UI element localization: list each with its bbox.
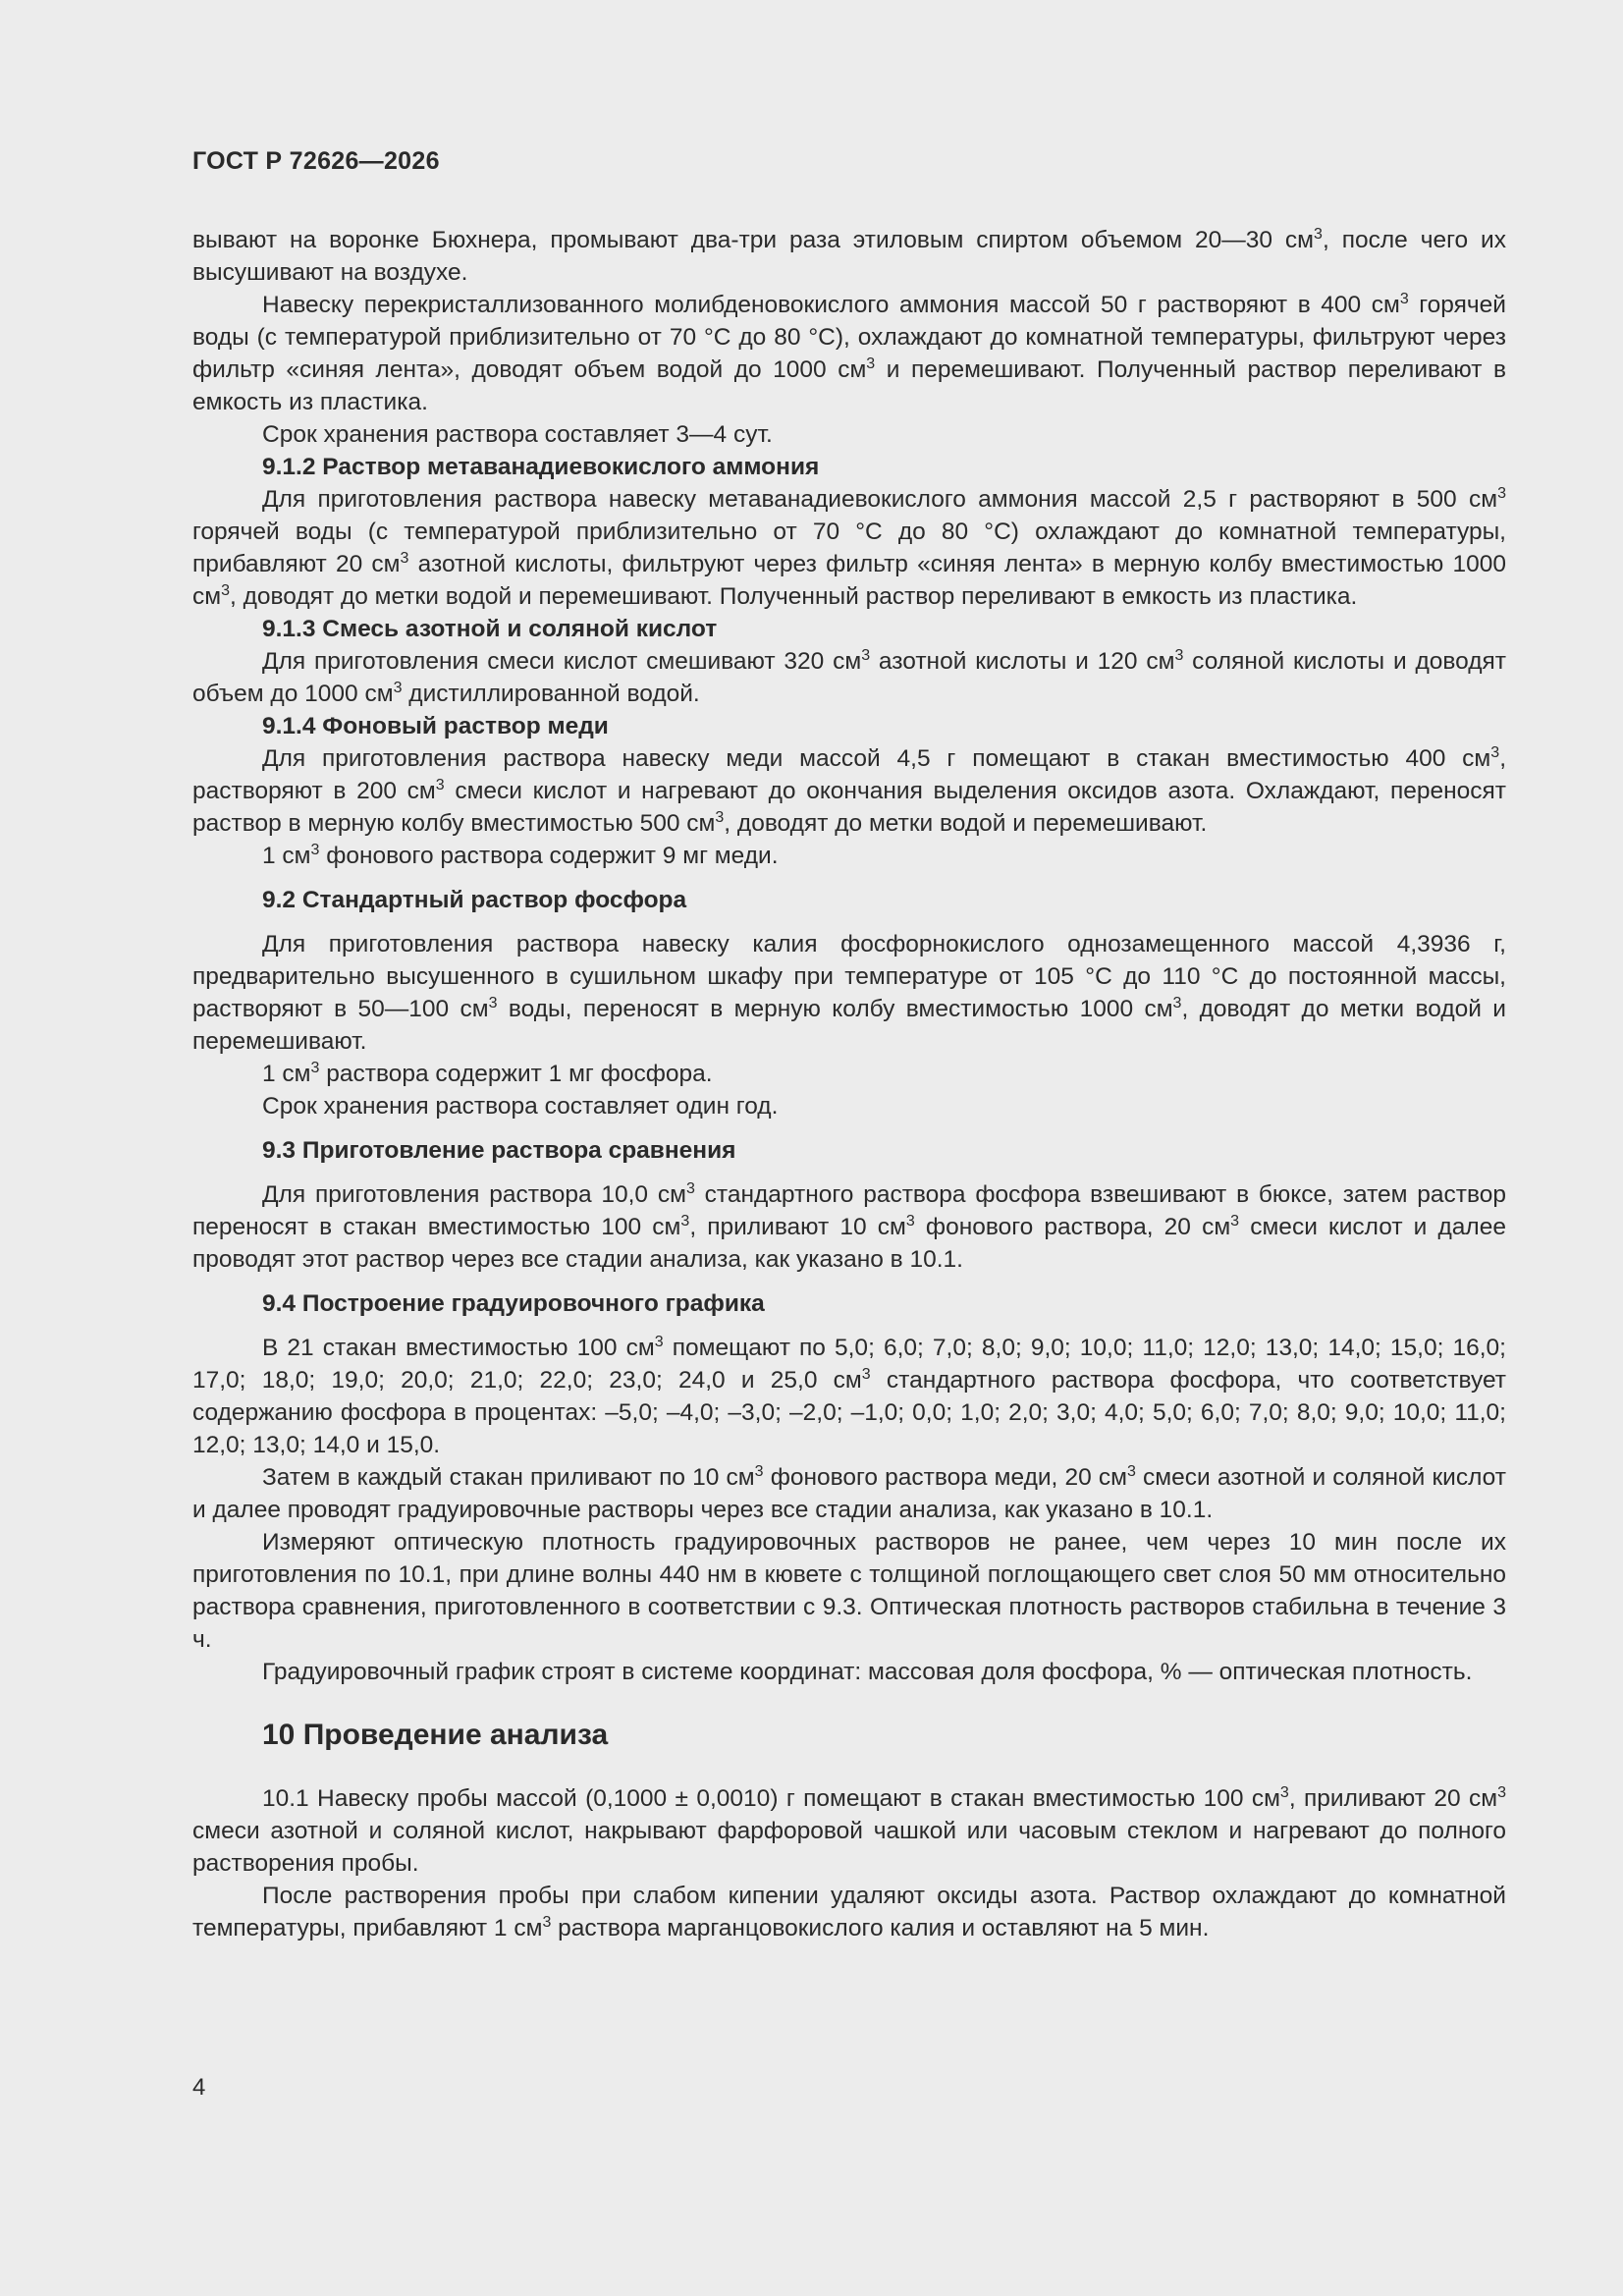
paragraph: Срок хранения раствора составляет 3—4 сут.	[262, 421, 773, 448]
paragraph: 1 $см^3$ фонового раствора содержит 9 мг меди.	[262, 842, 779, 869]
paragraph: 10.1 Навеску пробы массой (0,1000 ± 0,0010) г помещают в стакан вместимостью 100 $см^3$, приливают 20 $см^3$ смеси азотной и соляной кислот, накрывают фарфоровой чашкой или часовым стеклом и нагревают до полного растворения пробы.	[192, 1784, 1506, 1877]
section-heading: 9.4 Построение градуировочного графика	[262, 1290, 765, 1317]
subsection-heading: 9.1.3 Смесь азотной и соляной кислот	[262, 616, 718, 642]
page-number: 4	[192, 2074, 206, 2101]
subsection-heading: 9.1.2 Раствор метаванадиевокислого аммония	[262, 454, 820, 480]
section-heading: 9.3 Приготовление раствора сравнения	[262, 1137, 736, 1164]
paragraph: Срок хранения раствора составляет один год.	[262, 1093, 779, 1120]
paragraph: Измеряют оптическую плотность градуировочных растворов не ранее, чем через 10 мин после их приготовления по 10.1, при длине волны 440 нм в кювете с толщиной поглощающего свет слоя 50 мм относительно раствора сравнения, приготовленного в соответствии с 9.3. Оптическая плотность растворов стабильна в течение 3 ч.	[192, 1529, 1506, 1653]
paragraph: Для приготовления раствора навеску метаванадиевокислого аммония массой 2,5 г растворяют в 500 $см^3$ горячей воды (с температурой приблизительно от 70 °С до 80 °С) охлаждают до комнатной температуры, прибавляют 20 $см^3$ азотной кислоты, фильтруют через фильтр «синяя лента» в мерную колбу вместимостью 1000 $см^3$, доводят до метки водой и перемешивают. Полученный раствор переливают в емкость из пластика.	[192, 485, 1506, 610]
paragraph: Навеску перекристаллизованного молибденовокислого аммония массой 50 г растворяют в 400 $см^3$ горячей воды (с температурой приблизительно от 70 °С до 80 °С), охлаждают до комнатной температуры, фильтруют через фильтр «синяя лента», доводят объем водой до 1000 $см^3$ и перемешивают. Полученный раствор переливают в емкость из пластика.	[192, 291, 1507, 415]
document-body	[192, 224, 1506, 1944]
subsection-heading: 9.1.4 Фоновый раствор меди	[262, 713, 609, 739]
paragraph: Для приготовления раствора навеску калия фосфорнокислого однозамещенного массой 4,3936 г, предварительно высушенного в сушильном шкафу при температуре от 105 °С до 110 °С до постоянной массы, растворяют в 50—100 $см^3$ воды, переносят в мерную колбу вместимостью 1000 $см^3$, доводят до метки водой и перемешивают.	[192, 931, 1506, 1055]
paragraph: В 21 стакан вместимостью 100 $см^3$ помещают по 5,0; 6,0; 7,0; 8,0; 9,0; 10,0; 11,0; 12,0; 13,0; 14,0; 15,0; 16,0; 17,0; 18,0; 19,0; 20,0; 21,0; 22,0; 23,0; 24,0 и 25,0 $см^3$ стандартного раствора фосфора, что соответствует содержанию фосфора в процентах: –5,0; –4,0; –3,0; –2,0; –1,0; 0,0; 1,0; 2,0; 3,0; 4,0; 5,0; 6,0; 7,0; 8,0; 9,0; 10,0; 11,0; 12,0; 13,0; 14,0 и 15,0.	[192, 1334, 1507, 1458]
paragraph: 1 $см^3$ раствора содержит 1 мг фосфора.	[262, 1060, 713, 1087]
paragraph: Для приготовления смеси кислот смешивают 320 $см^3$ азотной кислоты и 120 $см^3$ соляной кислоты и доводят объем до 1000 $см^3$ дистиллированной водой.	[192, 647, 1507, 707]
section-heading: 9.2 Стандартный раствор фосфора	[262, 887, 687, 913]
paragraph: После растворения пробы при слабом кипении удаляют оксиды азота. Раствор охлаждают до комнатной температуры, прибавляют 1 $см^3$ раствора марганцовокислого калия и оставляют на 5 мин.	[192, 1883, 1506, 1941]
paragraph: Градуировочный график строят в системе координат: массовая доля фосфора, % — оптическая плотность.	[262, 1659, 1473, 1685]
paragraph: Затем в каждый стакан приливают по 10 $см^3$ фонового раствора меди, 20 $см^3$ смеси азотной и соляной кислот и далее проводят градуировочные растворы через все стадии анализа, как указано в 10.1.	[192, 1463, 1506, 1523]
paragraph: вывают на воронке Бюхнера, промывают два-три раза этиловым спиртом объемом 20—30 $см^3$, после чего их высушивают на воздухе.	[192, 226, 1506, 286]
paragraph: Для приготовления раствора 10,0 $см^3$ стандартного раствора фосфора взвешивают в бюксе, затем раствор переносят в стакан вместимостью 100 $см^3$, приливают 10 $см^3$ фонового раствора, 20 $см^3$ смеси кислот и далее проводят этот раствор через все стадии анализа, как указано в 10.1.	[192, 1180, 1506, 1273]
chapter-heading: 10 Проведение анализа	[262, 1719, 609, 1751]
paragraph: Для приготовления раствора навеску меди массой 4,5 г помещают в стакан вместимостью 400 $см^3$, растворяют в 200 $см^3$ смеси кислот и нагревают до окончания выделения оксидов азота. Охлаждают, переносят раствор в мерную колбу вместимостью 500 $см^3$, доводят до метки водой и перемешивают.	[192, 744, 1507, 837]
document-header: ГОСТ Р 72626—2026	[192, 147, 440, 175]
